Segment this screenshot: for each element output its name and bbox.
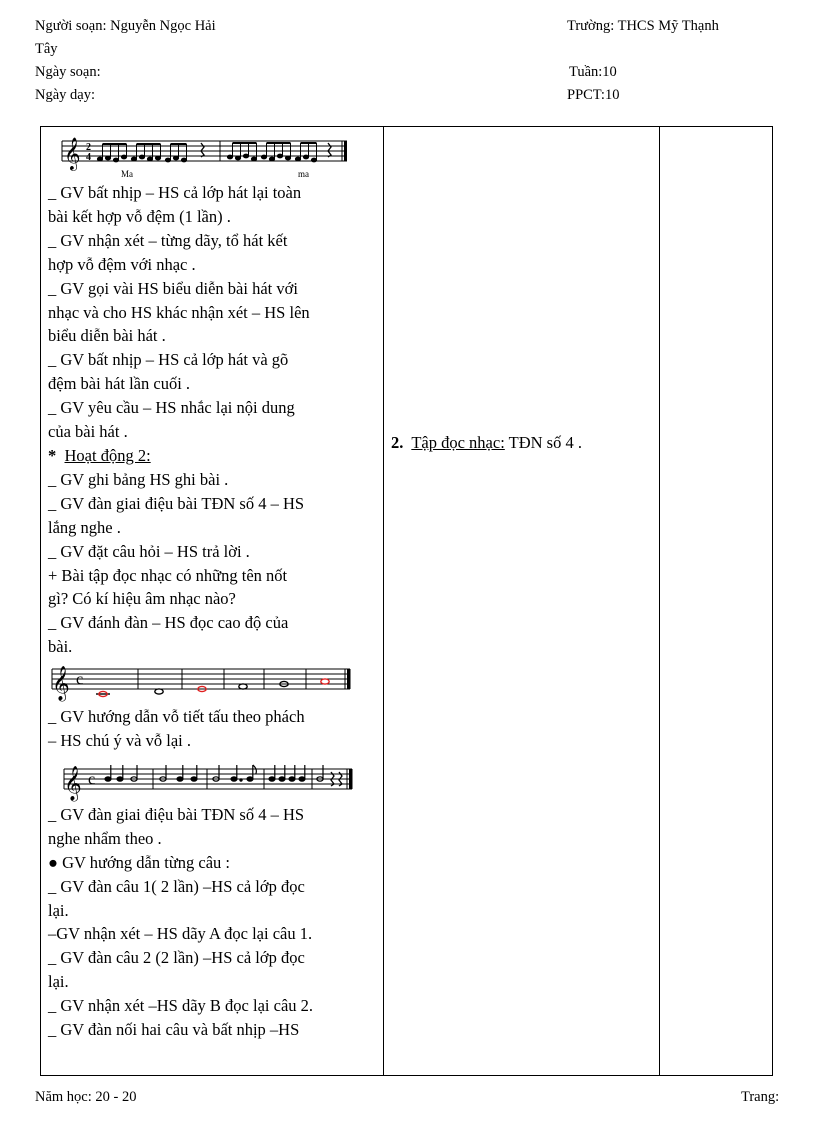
common-time-icon: c — [88, 770, 96, 788]
lyric-word: ma — [298, 169, 309, 179]
bullet-icon: ● — [48, 852, 58, 872]
activity-heading — [48, 444, 378, 468]
activity-title: Hoạt động 2: — [64, 445, 151, 465]
bullet-item — [48, 851, 378, 875]
author-line-cont: Tây — [35, 41, 58, 57]
text-line: _ GV đặt câu hỏi – HS trả lời . — [48, 541, 250, 561]
text-line: _ GV đàn giai điệu bài TĐN số 4 – HS — [48, 493, 305, 513]
school-name: Trường: THCS Mỹ Thạnh — [567, 18, 719, 34]
song-staff — [48, 127, 348, 171]
text-line: _ GV ghi bảng HS ghi bài . — [48, 469, 229, 489]
text-line: lại. — [48, 972, 69, 992]
text-line: _ GV đánh đàn – HS đọc cao độ của — [48, 613, 289, 633]
lesson-table — [40, 126, 773, 1076]
rhythm-staff — [48, 753, 358, 803]
text-line: nhạc và cho HS khác nhận xét – HS lên — [48, 302, 310, 322]
text-line: _ GV đàn câu 2 (2 lần) –HS cả lớp đọc — [48, 948, 305, 968]
text-line: đệm bài hát lần cuối . — [48, 374, 191, 394]
section-text: TĐN số 4 . — [508, 433, 582, 452]
header-left — [35, 15, 216, 107]
time-signature-top: 2 — [86, 142, 91, 153]
whole-note-d — [155, 689, 163, 694]
bullet-title: GV hướng dẫn từng câu : — [62, 852, 231, 872]
quarter-rest-icon — [201, 143, 204, 157]
text-line: lắng nghe . — [48, 517, 121, 537]
treble-clef-icon: 𝄞 — [64, 137, 81, 170]
ppct-number: PPCT:10 — [567, 87, 620, 103]
text-line: + Bài tập đọc nhạc có những tên nốt — [48, 565, 288, 585]
content-column — [391, 431, 651, 455]
text-line: lại. — [48, 900, 69, 920]
text-line: –GV nhận xét – HS dãy A đọc lại câu 1. — [48, 924, 313, 944]
pitch-staff — [48, 659, 358, 705]
text-line: gì? Có kí hiệu âm nhạc nào? — [48, 589, 236, 609]
section-title: Tập đọc nhạc: — [411, 433, 505, 452]
text-line: _ GV đàn giai điệu bài TĐN số 4 – HS — [48, 804, 305, 824]
text-line: bài kết hợp vỗ đệm (1 lần) . — [48, 206, 231, 226]
text-line: _ GV bất nhịp – HS cả lớp hát và gõ — [48, 350, 289, 370]
eighth-note-group — [97, 144, 186, 162]
common-time-icon: c — [76, 671, 84, 689]
activities-column — [48, 127, 378, 1042]
lyric-word: Ma — [121, 169, 133, 179]
treble-clef-icon: 𝄞 — [64, 765, 82, 801]
header-right — [567, 15, 719, 107]
time-signature-bottom: 4 — [86, 152, 91, 163]
text-line: _ GV bất nhịp – HS cả lớp hát lại toàn — [48, 183, 302, 202]
school-year: Năm học: 20 - 20 — [35, 1089, 137, 1105]
activity-star: * — [48, 445, 57, 465]
section-number: 2. — [391, 433, 404, 452]
prep-date: Ngày soạn: — [35, 64, 101, 80]
author-line: Người soạn: Nguyễn Ngọc Hải — [35, 18, 216, 34]
column-divider — [383, 127, 384, 1075]
text-line: bài. — [48, 637, 73, 657]
text-line: của bài hát . — [48, 422, 128, 442]
whole-note-a — [321, 679, 329, 684]
text-line: – HS chú ý và vỗ lại . — [48, 731, 191, 751]
text-line: _ GV yêu cầu – HS nhắc lại nội dung — [48, 398, 295, 418]
text-line: biểu diễn bài hát . — [48, 326, 166, 346]
text-line: nghe nhẩm theo . — [48, 828, 162, 848]
text-line: _ GV đàn câu 1( 2 lần) –HS cả lớp đọc — [48, 876, 305, 896]
song-lyrics — [48, 169, 378, 181]
quarter-rest-icon — [328, 143, 331, 157]
page-label: Trang: — [741, 1089, 780, 1105]
text-line: hợp vỗ đệm với nhạc . — [48, 254, 196, 274]
treble-clef-icon: 𝄞 — [52, 666, 70, 702]
column-divider — [659, 127, 660, 1075]
text-line: _ GV hướng dẫn vỗ tiết tấu theo phách — [48, 707, 305, 727]
text-line: _ GV nhận xét – từng dãy, tổ hát kết — [48, 230, 288, 250]
whole-note-f — [239, 684, 247, 689]
week-number: Tuần:10 — [569, 64, 617, 80]
text-line: _ GV gọi vài HS biểu diễn bài hát với — [48, 278, 298, 298]
text-line: _ GV nhận xét –HS dãy B đọc lại câu 2. — [48, 996, 314, 1016]
text-line: _ GV đàn nối hai câu và bất nhịp –HS — [48, 1020, 300, 1040]
teach-date: Ngày dạy: — [35, 87, 95, 103]
